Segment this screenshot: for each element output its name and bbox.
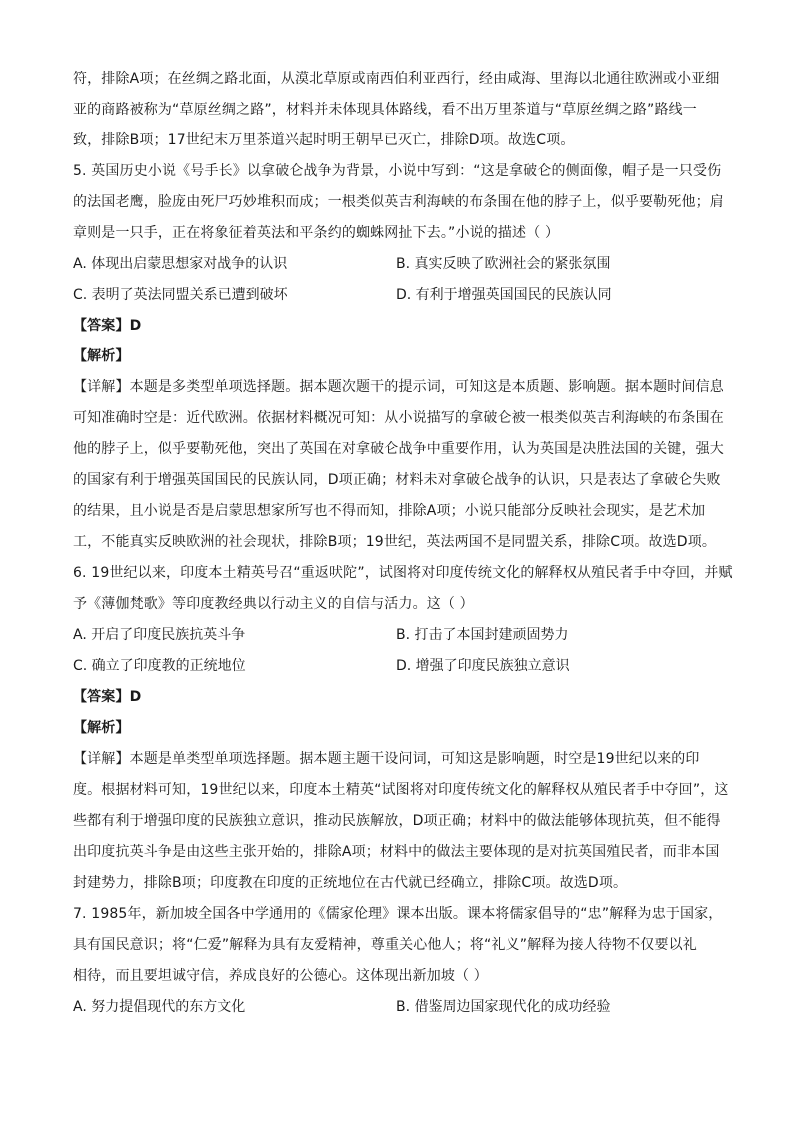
- text-line: 具有国民意识；将“仁爱”解释为具有友爱精神，尊重关心他人；将“礼义”解释为接人待物不仅要以礼: [73, 937, 697, 953]
- q5-option-c: C. 表明了英法同盟关系已遭到破坏: [73, 287, 288, 303]
- text-line: 致，排除B项；17世纪末万里茶道兴起时明王朝早已灭亡，排除D项。故选C项。: [73, 132, 575, 148]
- question-6-stem: 6. 19世纪以来，印度本土精英号召“重返吠陀”，试图将对印度传统文化的解释权从殖民者手中夺回，并赋: [73, 565, 733, 581]
- question-7-stem: 7. 1985年，新加坡全国各中学通用的《儒家伦理》课本出版。课本将儒家倡导的“忠”解释为忠于国家，: [73, 906, 723, 922]
- q5-answer: 【答案】D: [73, 318, 142, 334]
- q6-detail-line: 封建势力，排除B项；印度教在印度的正统地位在古代就已经确立，排除C项。故选D项。: [73, 875, 628, 891]
- question-5-stem: 5. 英国历史小说《号手长》以拿破仑战争为背景，小说中写到：“这是拿破仑的侧面像，帽子是一只受伤: [73, 163, 722, 179]
- q6-analysis-label: 【解析】: [73, 720, 130, 736]
- q6-option-a: A. 开启了印度民族抗英斗争: [73, 627, 246, 643]
- q5-option-b: B. 真实反映了欧洲社会的紧张氛围: [396, 256, 611, 272]
- q5-detail-line: 的结果，且小说是否是启蒙思想家所写也不得而知，排除A项；小说只能部分反映社会现实，是艺术加: [73, 503, 706, 519]
- q5-detail-line: 【详解】本题是多类型单项选择题。据本题次题干的提示词，可知这是本质题、影响题。据本题时间信息: [73, 379, 724, 395]
- q5-detail-line: 可知准确时空是：近代欧洲。依据材料概况可知：从小说描写的拿破仑被一根类似英吉利海峡的布条围在: [73, 410, 724, 426]
- q5-analysis-label: 【解析】: [73, 348, 130, 364]
- q7-option-b: B. 借鉴周边国家现代化的成功经验: [396, 999, 611, 1015]
- q6-answer: 【答案】D: [73, 689, 142, 705]
- text-line: 相待，而且要坦诚守信，养成良好的公德心。这体现出新加坡（ ）: [73, 968, 488, 984]
- text-line: 章则是一只手，正在将象征着英法和平条约的蜘蛛网扯下去。”小说的描述（ ）: [73, 225, 560, 241]
- q7-option-a: A. 努力提倡现代的东方文化: [73, 999, 246, 1015]
- text-line: 亚的商路被称为“草原丝绸之路”，材料并未体现具体路线，看不出万里茶道与“草原丝绸之路”路线一: [73, 102, 697, 118]
- text-line: 的法国老鹰，脸庞由死尸巧妙堆积而成；一根类似英吉利海峡的布条围在他的脖子上，似乎要勒死他；肩: [73, 194, 724, 210]
- q5-option-d: D. 有利于增强英国国民的民族认同: [396, 287, 612, 303]
- q6-option-c: C. 确立了印度教的正统地位: [73, 658, 246, 674]
- q5-detail-line: 的国家有利于增强英国国民的民族认同，D项正确；材料未对拿破仑战争的认识，只是表达了拿破仑失败: [73, 472, 721, 488]
- text-line: 符，排除A项；在丝绸之路北面，从漠北草原或南西伯利亚西行，经由咸海、里海以北通往欧洲或小亚细: [73, 71, 720, 87]
- question-6-stem-second: 予《薄伽梵歌》等印度教经典以行动主义的自信与活力。这（ ）: [73, 596, 474, 612]
- q6-detail-line: 些都有利于增强印度的民族独立意识，推动民族解放，D项正确；材料中的做法能够体现抗英，但不能得: [73, 813, 721, 829]
- q5-detail-line: 工，不能真实反映欧洲的社会现状，排除B项；19世纪，英法两国不是同盟关系，排除C项。故选D项。: [73, 534, 717, 550]
- q6-detail-line: 【详解】本题是单类型单项选择题。据本题主题干设问词，可知这是影响题，时空是19世纪以来的印: [73, 751, 700, 767]
- q5-option-a: A. 体现出启蒙思想家对战争的认识: [73, 256, 288, 272]
- q6-detail-line: 出印度抗英斗争是由这些主张开始的，排除A项；材料中的做法主要体现的是对抗英国殖民者，而非本国: [73, 844, 720, 860]
- q6-detail-line: 度。根据材料可知，19世纪以来，印度本土精英“试图将对印度传统文化的解释权从殖民者手中夺回”，这: [73, 782, 729, 798]
- q5-detail-line: 他的脖子上，似乎要勒死他，突出了英国在对拿破仑战争中重要作用，认为英国是决胜法国的关键，强大: [73, 441, 724, 457]
- q6-option-b: B. 打击了本国封建顽固势力: [396, 627, 569, 643]
- q6-option-d: D. 增强了印度民族独立意识: [396, 658, 570, 674]
